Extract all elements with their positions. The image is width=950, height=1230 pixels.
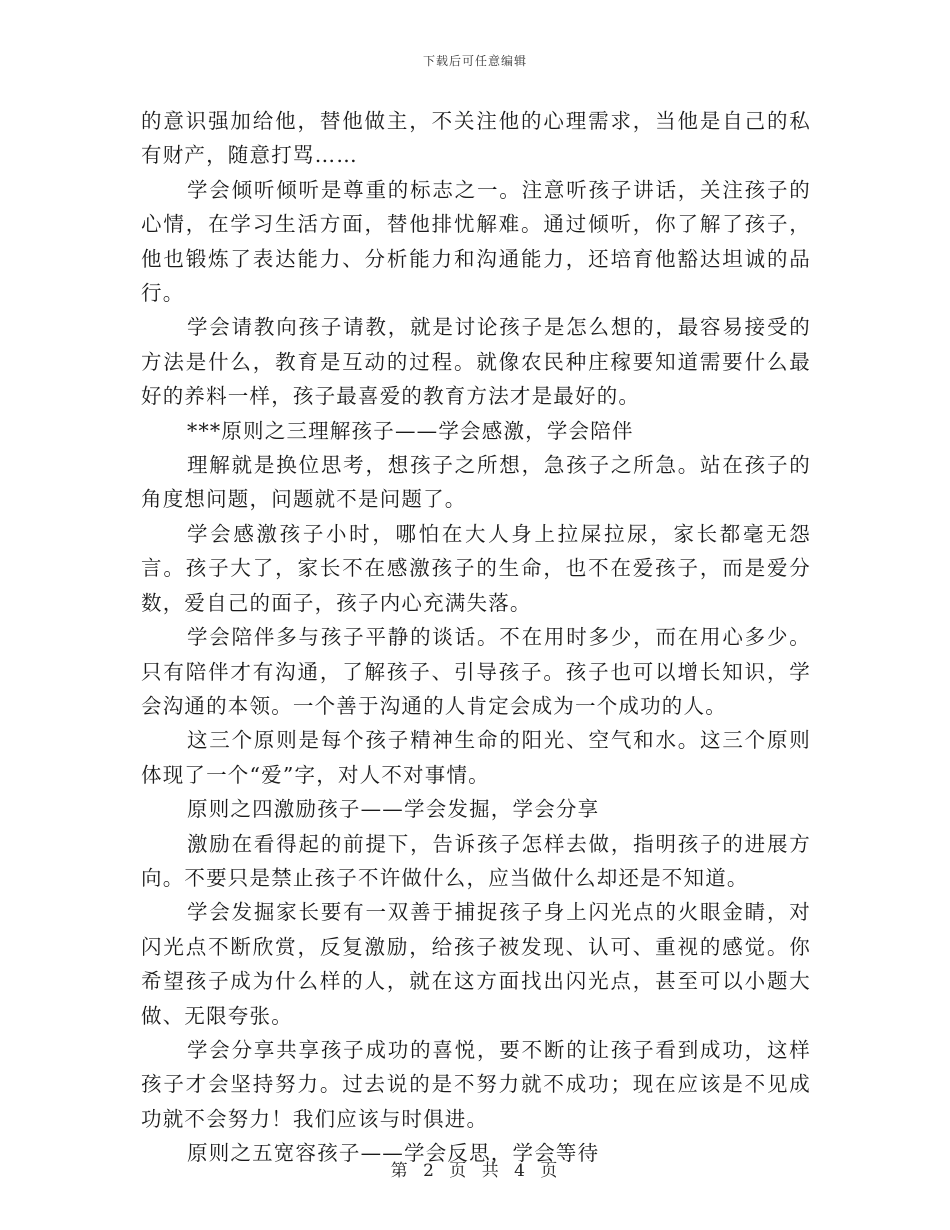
page-header-note: 下载后可任意编辑 <box>422 54 527 68</box>
paragraph-continuation: 的意识强加给他，替他做主，不关注他的心理需求，当他是自己的私有财产，随意打骂…… <box>141 109 811 168</box>
paragraph-discovering: 学会发掘家长要有一双善于捕捉孩子身上闪光点的火眼金睛，对闪光点不断欣赏，反复激励，给孩子被发现、认可、重视的感觉。你希望孩子成为什么样的人，就在这方面找出闪光点，甚至可以小题大做、无限夸张。 <box>141 900 811 1028</box>
paragraph-consulting: 学会请教向孩子请教，就是讨论孩子是怎么想的，最容易接受的方法是什么，教育是互动的过程。就像农民种庄稼要知道需要什么最好的养料一样，孩子最喜爱的教育方法才是最好的。 <box>141 315 811 409</box>
heading-principle-three: ***原则之三理解孩子——学会感激，学会陪伴 <box>187 418 634 443</box>
heading-principle-five: 原则之五宽容孩子——学会反思，学会等待 <box>187 1141 600 1166</box>
page-number: 第 2 页 共 4 页 <box>390 1161 560 1181</box>
paragraph-gratitude: 学会感激孩子小时，哪怕在大人身上拉屎拉尿，家长都毫无怨言。孩子大了，家长不在感激孩子的生命，也不在爱孩子，而是爱分数，爱自己的面子，孩子内心充满失落。 <box>141 521 811 615</box>
paragraph-understanding: 理解就是换位思考，想孩子之所想，急孩子之所急。站在孩子的角度想问题，问题就不是问题了。 <box>141 453 811 512</box>
paragraph-companionship: 学会陪伴多与孩子平静的谈话。不在用时多少，而在用心多少。只有陪伴才有沟通，了解孩子、引导孩子。孩子也可以增长知识，学会沟通的本领。一个善于沟通的人肯定会成为一个成功的人。 <box>141 625 811 718</box>
document-body <box>141 104 811 1171</box>
paragraph-three-principles: 这三个原则是每个孩子精神生命的阳光、空气和水。这三个原则体现了一个“爱”字，对人不对事情。 <box>141 728 811 787</box>
paragraph-sharing: 学会分享共享孩子成功的喜悦，要不断的让孩子看到成功，这样孩子才会坚持努力。过去说的是不努力就不成功；现在应该是不见成功就不会努力！我们应该与时俱进。 <box>141 1037 811 1131</box>
paragraph-listening: 学会倾听倾听是尊重的标志之一。注意听孩子讲话，关注孩子的心情，在学习生活方面，替他排忧解难。通过倾听，你了解了孩子，他也锻炼了表达能力、分析能力和沟通能力，还培育他豁达坦诚的品行。 <box>141 177 811 306</box>
heading-principle-four: 原则之四激励孩子——学会发掘，学会分享 <box>187 797 600 822</box>
paragraph-encouragement: 激励在看得起的前提下，告诉孩子怎样去做，指明孩子的进展方向。不要只是禁止孩子不许做什么，应当做什么却还是不知道。 <box>141 831 811 890</box>
